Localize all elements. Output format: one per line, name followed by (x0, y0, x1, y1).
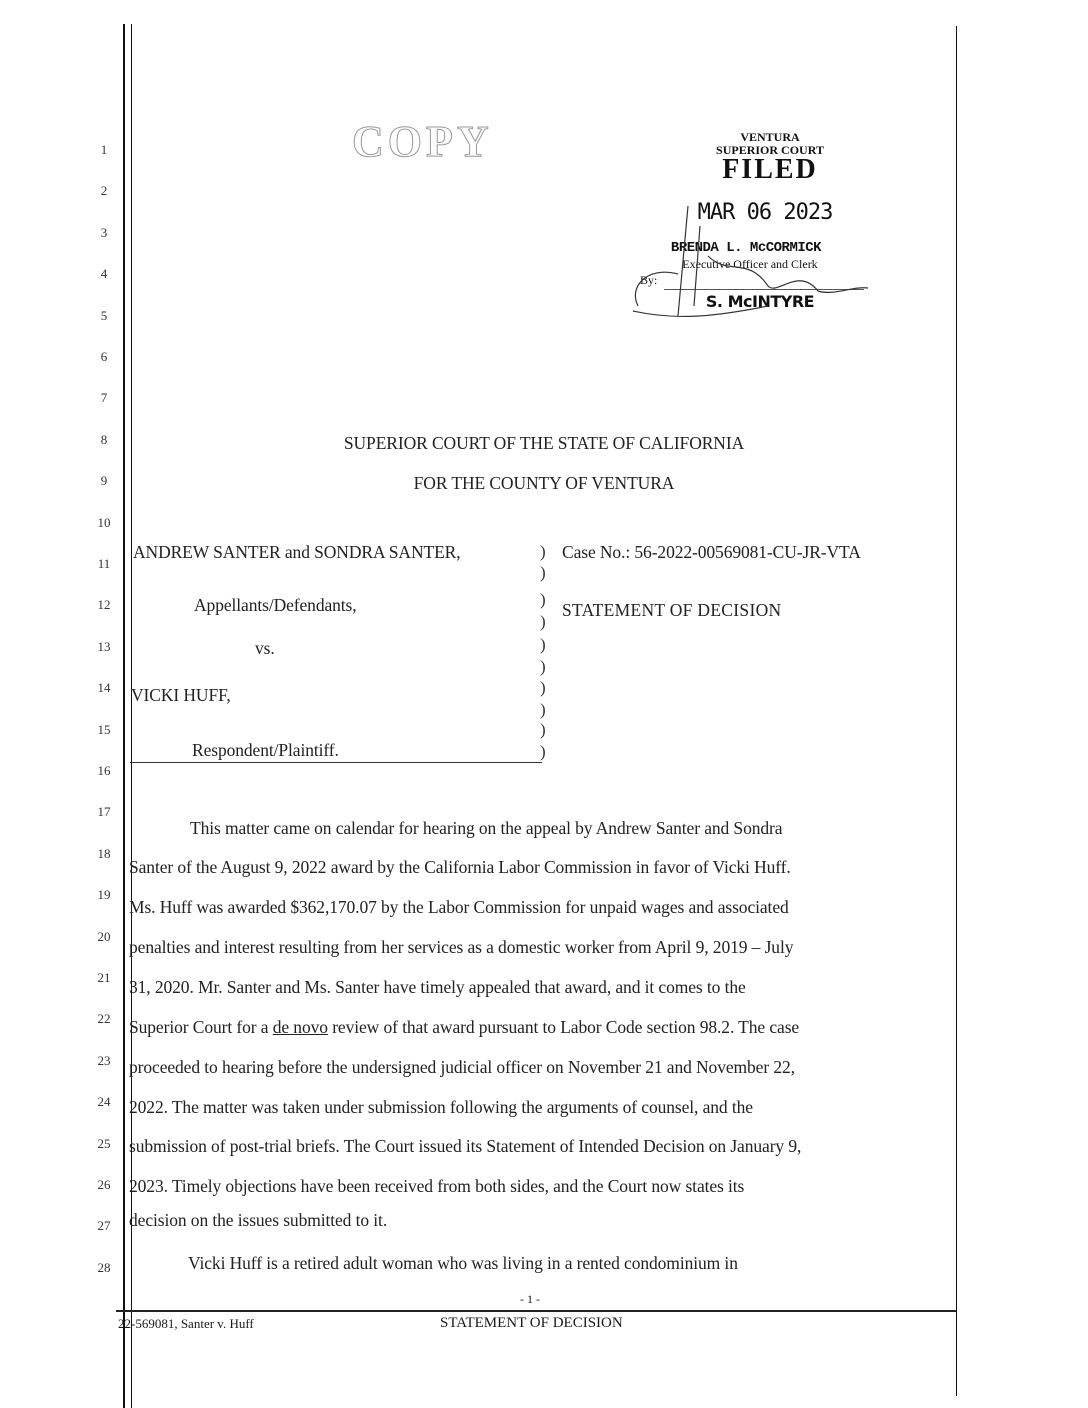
case-number: Case No.: 56-2022-00569081-CU-JR-VTA (562, 542, 861, 562)
body-line-6-prefix: Superior Court for a (129, 1017, 273, 1037)
line-number: 5 (100, 307, 108, 323)
caption-versus: vs. (255, 638, 275, 658)
caption-paren: ) (540, 635, 546, 654)
caption-paren: ) (540, 720, 546, 739)
footer-case-short: 22-569081, Santer v. Huff (118, 1316, 254, 1331)
stamp-filed: FILED (722, 154, 818, 185)
body-line-6-rest: review of that award pursuant to Labor Code section 98.2. The case (332, 1017, 800, 1037)
body-line-4: penalties and interest resulting from her services as a domestic worker from April 9, 2019 – July (129, 937, 794, 957)
body-line-3: Ms. Huff was awarded $362,170.07 by the Labor Commission for unpaid wages and associated (129, 897, 789, 917)
line-number: 8 (100, 431, 108, 447)
left-margin-rule-inner (131, 24, 132, 1408)
stamp-clerk-title: Executive Officer and Clerk (682, 257, 818, 271)
stamp-deputy: S. McINTYRE (705, 292, 815, 311)
de-novo-term: de novo (272, 1017, 328, 1037)
line-number: 18 (97, 845, 111, 861)
caption-respondent: VICKI HUFF, (131, 685, 231, 705)
line-number: 10 (97, 514, 111, 530)
line-number: 24 (97, 1094, 111, 1110)
caption-paren: ) (540, 657, 546, 676)
line-number: 2 (100, 183, 108, 199)
stamp-by-label: By: (640, 273, 658, 287)
line-number: 19 (97, 887, 111, 903)
line-number: 20 (97, 928, 111, 944)
footer-doc-title: STATEMENT OF DECISION (440, 1315, 623, 1331)
line-number: 25 (97, 1135, 111, 1151)
body-line-8: 2022. The matter was taken under submission following the arguments of counsel, and the (129, 1097, 753, 1117)
court-heading-line2: FOR THE COUNTY OF VENTURA (413, 473, 675, 493)
line-number: 27 (97, 1218, 111, 1234)
line-number: 14 (97, 680, 111, 696)
left-margin-rule-outer (123, 24, 125, 1408)
caption-paren: ) (540, 700, 546, 719)
body-line-11: decision on the issues submitted to it. (129, 1210, 388, 1230)
line-number: 4 (100, 266, 108, 282)
caption-paren: ) (540, 542, 546, 561)
body-line-10: 2023. Timely objections have been received from both sides, and the Court now states its (129, 1176, 745, 1196)
line-number: 6 (100, 349, 108, 364)
caption-appellants-role: Appellants/Defendants, (194, 595, 357, 615)
body-line-9: submission of post-trial briefs. The Court issued its Statement of Intended Decision on January 9, (129, 1136, 802, 1156)
line-number: 16 (97, 763, 111, 778)
line-number: 13 (97, 638, 111, 654)
line-number: 3 (100, 224, 108, 240)
line-number: 23 (97, 1052, 111, 1068)
line-number: 9 (100, 473, 108, 489)
footer-page-number: - 1 - (520, 1292, 540, 1306)
line-number: 22 (97, 1011, 111, 1027)
copy-watermark: COPY (352, 117, 493, 166)
body-line-1: This matter came on calendar for hearing on the appeal by Andrew Santer and Sondra (190, 818, 783, 838)
stamp-county: VENTURA (740, 130, 800, 144)
body-line-7: proceeded to hearing before the undersigned judicial officer on November 21 and November 22, (129, 1057, 795, 1077)
right-margin-rule (956, 26, 957, 1396)
body-line-6 (129, 1017, 799, 1038)
line-number: 7 (100, 390, 108, 406)
line-number: 17 (97, 804, 111, 820)
caption-respondent-role: Respondent/Plaintiff. (192, 740, 339, 760)
caption-paren: ) (540, 742, 546, 761)
line-number: 1 (100, 142, 108, 157)
line-number: 11 (97, 556, 111, 571)
body-line-2: Santer of the August 9, 2022 award by the California Labor Commission in favor of Vicki Huff. (129, 857, 791, 877)
stamp-court: SUPERIOR COURT (716, 143, 824, 157)
caption-paren: ) (540, 563, 546, 582)
stamp-date: MAR 06 2023 (697, 200, 833, 225)
body-line-5: 31, 2020. Mr. Santer and Ms. Santer have timely appealed that award, and it comes to the (129, 977, 746, 997)
line-number: 26 (97, 1177, 111, 1192)
footer-rule (116, 1310, 956, 1312)
body-line-12: Vicki Huff is a retired adult woman who was living in a rented condominium in (188, 1253, 738, 1273)
signature-icon (618, 196, 878, 326)
document-title: STATEMENT OF DECISION (562, 600, 782, 620)
line-number: 21 (97, 970, 111, 985)
caption-paren: ) (540, 678, 546, 697)
stamp-clerk-name: BRENDA L. McCORMICK (670, 240, 822, 256)
caption-paren: ) (540, 590, 546, 609)
caption-paren: ) (540, 612, 546, 631)
line-number: 28 (97, 1259, 111, 1275)
line-number: 12 (97, 597, 111, 613)
court-heading-line1: SUPERIOR COURT OF THE STATE OF CALIFORNIA (343, 433, 745, 453)
caption-underline (130, 762, 542, 763)
caption-appellants: ANDREW SANTER and SONDRA SANTER, (133, 542, 461, 562)
line-number: 15 (97, 721, 111, 737)
